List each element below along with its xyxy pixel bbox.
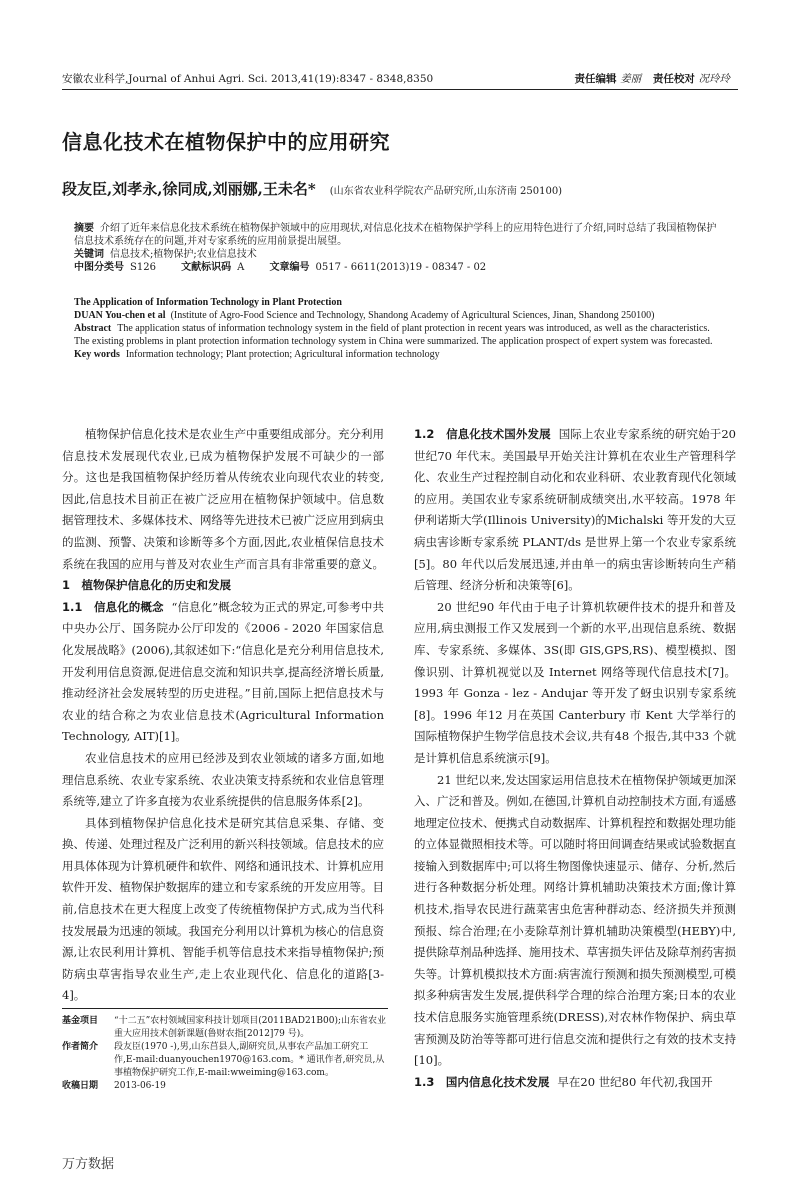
running-header xyxy=(62,68,738,90)
subsection-heading: 1.1 信息化的概念 xyxy=(62,599,164,614)
body-paragraph: 植物保护信息化技术是农业生产中重要组成部分。充分利用信息技术发展现代农业,已成为植物保护发展不可缺少的一部分。这也是我国植物保护经历着从传统农业向现代农业的转变,因此,信息技术目前正在被广泛应用在植物保护领域中。信息数据管理技术、多媒体技术、网络等先进技术已被广泛应用到病虫的监测、预警、决策和诊断等多个方面,因此,农业植保信息技术系统在我国的应用与普及对农业生产而言具有非常重要的意义。 xyxy=(62,427,384,571)
body-column-right xyxy=(414,424,736,1093)
received-date-footnote: 收稿日期 2013-06-19 xyxy=(62,1081,166,1091)
classification-line: 中图分类号 S126 文献标识码 A 文章编号 0517 - 6611(2013)19 - 08347 - 02 xyxy=(74,262,487,273)
english-author-line: DUAN You-chen et al (Institute of Agro-Food Science and Technology, Shandong Academy of Agricultural Sciences, Jinan, Shandong 250100) xyxy=(74,310,655,321)
author-names: 段友臣,刘孝永,徐同成,刘丽娜,王未名* xyxy=(62,180,316,198)
body-paragraph: 1.2 信息化技术国外发展 国际上农业专家系统的研究始于20 世纪70 年代末。美国最早开始关注计算机在农业生产管理科学化、农业生产过程控制自动化和农业科研、农业教育现代化领域的应用。美国农业专家系统研制成绩突出,水平较高。1978 年伊利诺斯大学(Illinois University)的Michalski 等开发的大豆病虫害诊断专家系统 PLANT/ds 是世界上第一个农业专家系统[5]。80 年代以后发展迅速,并由单一的病虫害诊断转向生产稍后管理、经济分析和决策等[6]。 xyxy=(414,427,736,593)
editor-credits: 责任编辑 姜丽 责任校对 况玲玲 xyxy=(574,73,730,85)
keywords-line: 关键词 信息技术;植物保护;农业信息技术 xyxy=(74,249,257,260)
chinese-abstract xyxy=(74,222,726,274)
watermark-text: 万方数据 xyxy=(62,1157,115,1172)
journal-citation: 安徽农业科学,Journal of Anhui Agri. Sci. 2013,41(19):8347 - 8348,8350 xyxy=(62,73,434,85)
body-paragraph: 21 世纪以来,发达国家运用信息技术在植物保护领域更加深入、广泛和普及。例如,在德国,计算机自动控制技术方面,有遥感地理定位技术、便携式自动数据库、计算机程控和数据处理功能的立体显微照相技术等。可以随时将田间调查结果或试验数据直接输入到数据库中;可以将生物图像快速显示、储存、分析,然后进行各种数据分析处理。网络计算机辅助决策技术方面;像计算机技术,指导农民进行蔬菜害虫危害种群动态、经济损失并预测预报、综合治理;在小麦除草剂计算机辅助决策模型(HEBY)中,提供除草剂品种选择、施用技术、草害损失评估及除草剂药害损失等。计算机模拟技术方面:病害流行预测和损失预测模型,可模拟多种病害发生发展,提供科学合理的综合治理方案;日本的农业技术信息服务实施管理系统(DRESS),对农林作物保护、病虫草害预测及防治等等都可进行信息交流和提供行之有效的技术支持[10]。 xyxy=(414,772,736,1068)
body-paragraph: 1.3 国内信息化技术发展 早在20 世纪80 年代初,我国开 xyxy=(414,1074,713,1089)
author-footnote: 作者简介 段友臣(1970 -),男,山东莒县人,副研究员,从事农产品加工研究工作,E-mail:duanyouchen1970@163.com。* 通讯作者,研究员,从事植物保护研究工作,E-mail:wweiming@163.com。 xyxy=(62,1042,385,1078)
body-paragraph: 20 世纪90 年代由于电子计算机软硬件技术的提升和普及应用,病虫测报工作又发展到一个新的水平,出现信息系统、数据库、专家系统、多媒体、3S(即 GIS,GPS,RS)、模型模拟、图像识别、计算机视觉以及 Internet 网络等现代信息技术[7]。1993 年 Gonza - lez - Andujar 等开发了蚜虫识别专家系统[8]。1996 年12 月在英国 Canterbury 市 Kent 大学举行的国际植物保护生物学信息技术会议,共有48 个报告,其中33 个就是计算机信息系统演示[9]。 xyxy=(414,599,736,765)
body-paragraph: 1.1 信息化的概念 “信息化”概念较为正式的界定,可参考中共中央办公厅、国务院办公厅印发的《2006 - 2020 年国家信息化发展战略》(2006),其叙述如下:“信息化是充分利用信息技术,开发利用信息资源,促进信息交流和知识共享,提高经济增长质量,推动经济社会发展转型的历史进程。”目前,国际上把信息技术与农业的结合称之为农业信息技术(Agricultural Information Technology, AIT)[1]。 xyxy=(62,599,384,744)
abstract-paragraph: 摘要 介绍了近年来信息化技术系统在植物保护领域中的应用现状,对信息化技术在植物保护学科上的应用特色进行了介绍,同时总结了我国植物保护信息技术系统存在的问题,并对专家系统的应用前景提出展望。 xyxy=(74,223,717,247)
fund-footnote: 基金项目 “十二五”农村领域国家科技计划项目(2011BAD21B00);山东省农业重大应用技术创新课题(鲁财农指[2012]79 号)。 xyxy=(62,1016,387,1039)
english-title: The Application of Information Technology in Plant Protection xyxy=(74,297,342,308)
subsection-heading: 1.2 信息化技术国外发展 xyxy=(414,427,551,441)
english-keywords-line: Key words Information technology; Plant protection; Agricultural information technology xyxy=(74,349,440,360)
body-paragraph: 具体到植物保护信息化技术是研究其信息采集、存储、变换、传递、处理过程及广泛利用的新兴科技领域。信息技术的应用具体体现为计算机硬件和软件、网络和通讯技术、计算机应用软件开发、植物保护数据库的建立和专家系统的开发应用等。目前,信息技术在更大程度上改变了传统植物保护方式,成为当代科技发展最为迅速的领域。我国充分利用以计算机为核心的信息资源,让农民利用计算机、智能手机等信息技术来指导植物保护;预防病虫草害指导农业生产,走上农业现代化、信息化的道路[3-4]。 xyxy=(62,815,384,1003)
author-line xyxy=(62,178,562,199)
body-paragraph: 农业信息技术的应用已经涉及到农业领域的诸多方面,如地理信息系统、农业专家系统、农业决策支持系统和农业信息管理系统等,建立了许多直接为农业系统提供的信息服务体系[2]。 xyxy=(62,750,384,809)
author-affiliation: (山东省农业科学院农产品研究所,山东济南 250100) xyxy=(329,186,563,197)
paper-title: 信息化技术在植物保护中的应用研究 xyxy=(62,130,390,154)
english-abstract-paragraph: Abstract The application status of information technology system in the field of plant protection in recent years was introduced, as well as the characteristics. The existing problems in plant protection information technology system in China were summarized. The application prospect of expert system was forecasted. xyxy=(74,323,713,347)
body-column-left xyxy=(62,424,384,1007)
footnote-block xyxy=(62,1008,388,1093)
section-heading: 1 植物保护信息化的历史和发展 xyxy=(62,578,231,593)
english-abstract xyxy=(74,296,726,361)
subsection-heading: 1.3 国内信息化技术发展 xyxy=(414,1074,550,1089)
